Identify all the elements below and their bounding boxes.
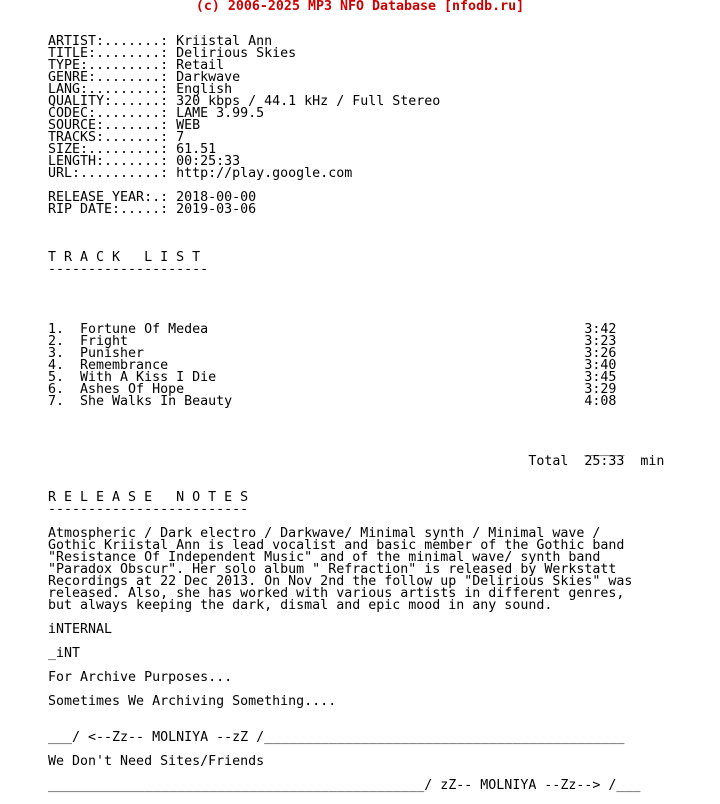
- nfo-line: [48, 228, 664, 240]
- nfo-line: LANG:.........: English: [48, 82, 233, 97]
- nfo-line: [48, 288, 664, 300]
- nfo-line: _______________________________________________/ zZ-- MOLNIYA --Zz--> /___: [48, 778, 641, 793]
- nfo-line: URL:..........: http://play.google.com: [48, 166, 353, 181]
- nfo-line: 3. Punisher 3:26: [48, 346, 617, 361]
- nfo-line: 2. Fright 3:23: [48, 334, 617, 349]
- nfo-line: SOURCE:.......: WEB: [48, 118, 201, 133]
- nfo-line: [48, 612, 664, 624]
- nfo-line: LENGTH:.......: 00:25:33: [48, 154, 241, 169]
- nfo-line: RIP DATE:.....: 2019-03-06: [48, 202, 257, 217]
- nfo-line: SIZE:.........: 61.51: [48, 142, 217, 157]
- nfo-line: _iNT: [48, 646, 81, 661]
- nfo-line: Recordings at 22 Dec 2013. On Nov 2nd the follow up "Delirious Skies" was: [48, 574, 633, 589]
- nfo-line: QUALITY:......: 320 kbps / 44.1 kHz / Full Stereo: [48, 94, 441, 109]
- nfo-line: ARTIST:.......: Kriistal Ann: [48, 34, 273, 49]
- nfo-line: ___/ <--Zz-- MOLNIYA --zZ /_____________________________________________: [48, 730, 625, 745]
- nfo-line: released. Also, she has worked with various artists in different genres,: [48, 586, 625, 601]
- nfo-line: Sometimes We Archiving Something....: [48, 694, 337, 709]
- nfo-line: Gothic Kriistal Ann is lead vocalist and basic member of the Gothic band: [48, 538, 625, 553]
- nfo-line: TYPE:.........: Retail: [48, 58, 225, 73]
- nfo-line: CODEC:........: LAME 3.99.5: [48, 106, 265, 121]
- nfo-line: [48, 300, 664, 312]
- nfo-line: GENRE:........: Darkwave: [48, 70, 241, 85]
- nfo-line: 6. Ashes Of Hope 3:29: [48, 382, 617, 397]
- nfo-line: [48, 636, 664, 648]
- nfo-line: T R A C K L I S T: [48, 250, 201, 265]
- nfo-line: 4. Remembrance 3:40: [48, 358, 617, 373]
- nfo-line: [48, 420, 664, 432]
- nfo-line: 5. With A Kiss I Die 3:45: [48, 370, 617, 385]
- nfo-line: --------------------: [48, 262, 209, 277]
- nfo-line: [48, 276, 664, 288]
- nfo-line: [48, 216, 664, 228]
- nfo-line: TITLE:........: Delirious Skies: [48, 46, 297, 61]
- nfo-line: 1. Fortune Of Medea 3:42: [48, 322, 617, 337]
- nfo-line: "Resistance Of Independent Music" and of the minimal wave/ synth band: [48, 550, 601, 565]
- nfo-line: [48, 408, 664, 420]
- nfo-line: [48, 708, 664, 720]
- nfo-line: TRACKS:.......: 7: [48, 130, 185, 145]
- nfo-line: R E L E A S E N O T E S: [48, 490, 249, 505]
- nfo-line: We Don't Need Sites/Friends: [48, 754, 265, 769]
- nfo-text-block: [48, 36, 664, 792]
- nfo-line: RELEASE YEAR:.: 2018-00-00: [48, 190, 257, 205]
- nfo-line: -------------------------: [48, 502, 249, 517]
- site-header: (c) 2006-2025 MP3 NFO Database [nfodb.ru]: [195, 0, 525, 14]
- nfo-line: Atmospheric / Dark electro / Darkwave/ Minimal synth / Minimal wave /: [48, 526, 601, 541]
- nfo-line: Total 25:33 min: [48, 454, 665, 469]
- nfo-line: [48, 468, 664, 480]
- nfo-line: "Paradox Obscur". Her solo album " Refraction" is released by Werkstatt: [48, 562, 617, 577]
- nfo-line: 7. She Walks In Beauty 4:08: [48, 394, 617, 409]
- nfo-line: _____: [48, 442, 625, 457]
- nfo-line: but always keeping the dark, dismal and epic mood in any sound.: [48, 598, 553, 613]
- nfo-line: iNTERNAL: [48, 622, 113, 637]
- nfo-line: For Archive Purposes...: [48, 670, 233, 685]
